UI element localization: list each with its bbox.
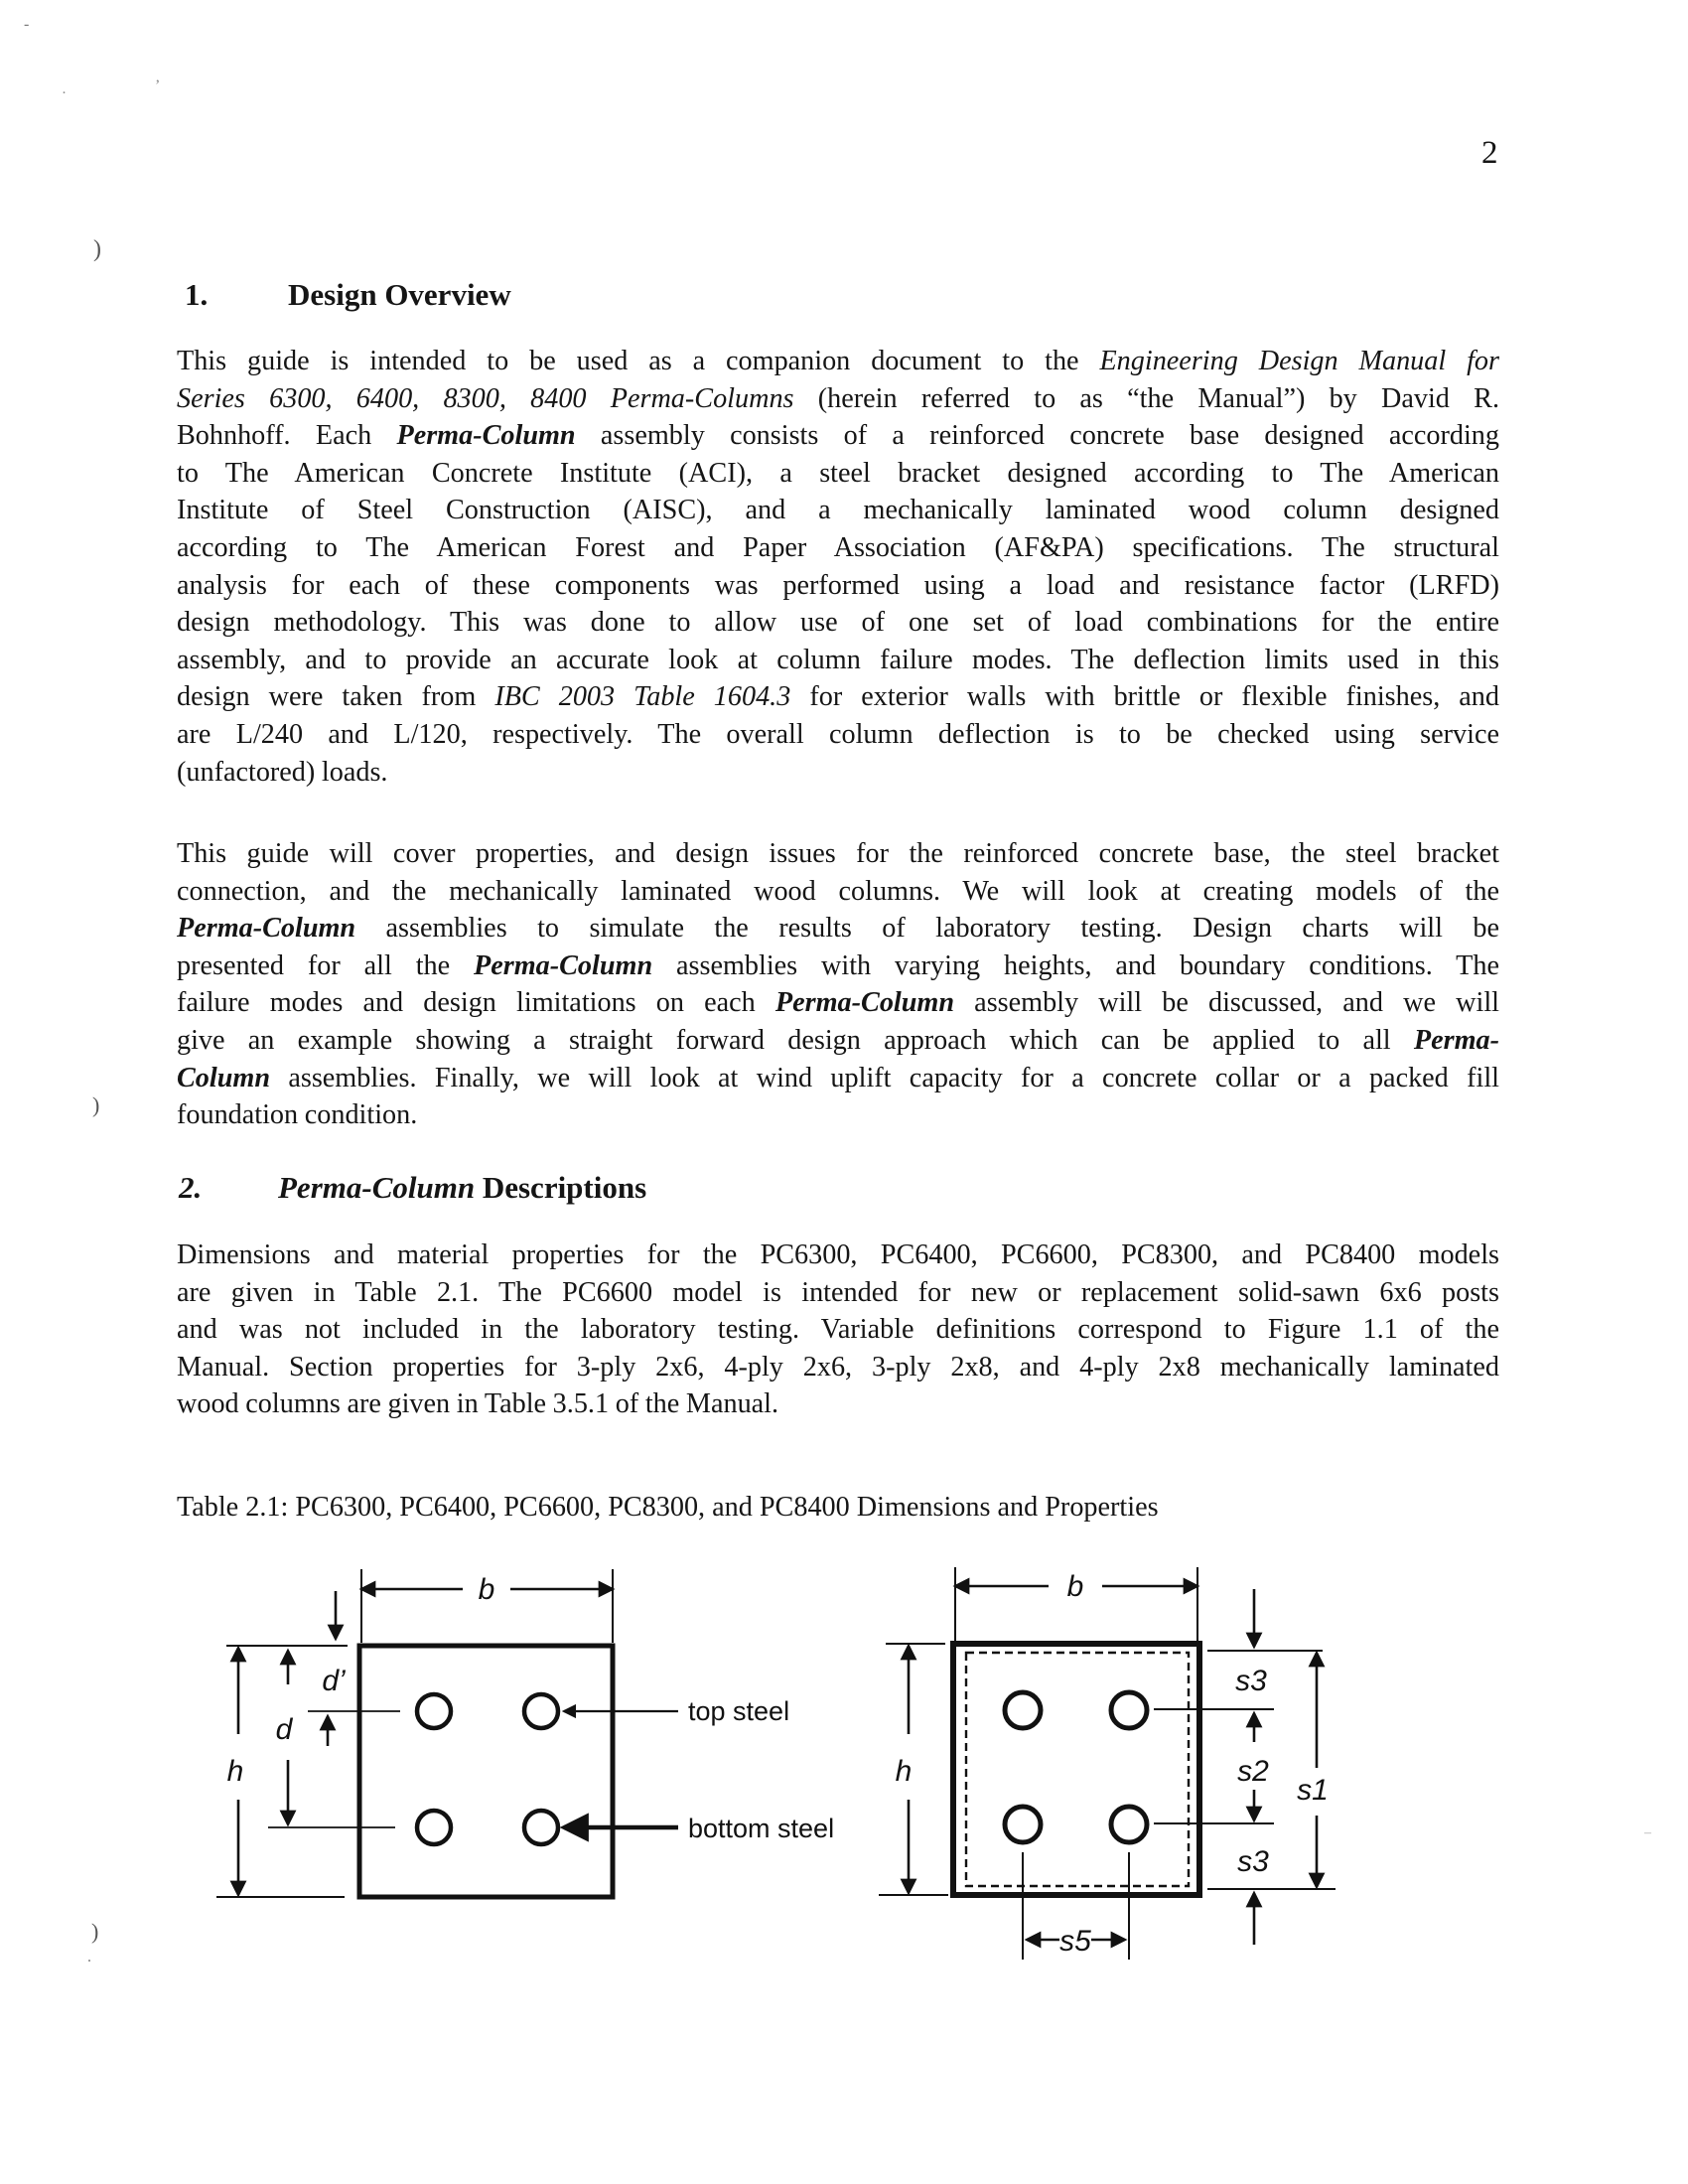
text-line: This guide will cover properties, and design issues for the reinforced concrete base, the steel bracket (177, 838, 1499, 869)
rebar-top-right (1111, 1692, 1147, 1728)
label-b-left: b (478, 1573, 495, 1606)
label-b-right: b (1066, 1570, 1084, 1603)
page-number: 2 (1481, 135, 1498, 171)
scan-artifact: . (87, 1949, 91, 1966)
text-line: assembly, and to provide an accurate look at column failure modes. The deflection limits used in this (177, 644, 1499, 675)
label-s5: s5 (1059, 1925, 1091, 1958)
rebar-bottom-right (524, 1811, 558, 1844)
label-h-right: h (895, 1755, 913, 1788)
scan-artifact: ) (92, 1092, 100, 1117)
paragraph-guide-coverage (177, 835, 1499, 1134)
label-d-prime: d’ (322, 1665, 346, 1697)
section-number: 2. (179, 1170, 203, 1205)
stirrup-dashed-outline (966, 1653, 1189, 1886)
label-s3-top: s3 (1235, 1665, 1267, 1697)
text-line: analysis for each of these components was performed using a load and resistance factor (LRFD) (177, 569, 1499, 601)
concrete-section-outline (359, 1646, 613, 1897)
text-line: Institute of Steel Construction (AISC), and a mechanically laminated wood column designed (177, 495, 1499, 526)
paragraph-dimensions-properties (177, 1237, 1499, 1423)
scan-artifact: ’ (155, 77, 161, 94)
scan-artifact: - (24, 16, 30, 33)
text-line: (unfactored) loads. (177, 756, 388, 788)
section-title-rest: Descriptions (475, 1170, 647, 1205)
section-number: 1. (185, 277, 209, 312)
label-s2: s2 (1237, 1755, 1269, 1788)
rebar-bottom-left (417, 1811, 451, 1844)
text-line: Perma-Column assemblies to simulate the results of laboratory testing. Design charts will be (177, 913, 1499, 945)
text-line: give an example showing a straight forward design approach which can be applied to all Perma- (177, 1024, 1499, 1056)
text-line: according to The American Forest and Paper Association (AF&PA) specifications. The structural (177, 531, 1499, 563)
rebar-top-left (1005, 1692, 1041, 1728)
label-s1: s1 (1297, 1774, 1329, 1807)
text-line: wood columns are given in Table 3.5.1 of the Manual. (177, 1388, 779, 1420)
label-s3-bottom: s3 (1237, 1845, 1269, 1878)
section-title (278, 1170, 646, 1206)
text-line: connection, and the mechanically laminated wood columns. We will look at creating models of the (177, 875, 1499, 907)
text-line: failure modes and design limitations on each Perma-Column assembly will be discussed, and we will (177, 987, 1499, 1019)
table-caption: Table 2.1: PC6300, PC6400, PC6600, PC8300, and PC8400 Dimensions and Properties (177, 1492, 1159, 1523)
text-line: Series 6300, 6400, 8300, 8400 Perma-Columns (herein referred to as “the Manual”) by David R. (177, 382, 1499, 414)
label-top-steel: top steel (688, 1696, 790, 1726)
paragraph-design-overview (177, 343, 1499, 791)
scan-artifact: ) (91, 1919, 99, 1944)
text-line: Bohnhoff. Each Perma-Column assembly consists of a reinforced concrete base designed according (177, 420, 1499, 452)
section-heading-perma-column-descriptions (0, 1170, 1688, 1212)
text-line: design were taken from IBC 2003 Table 1604.3 for exterior walls with brittle or flexible finishes, and (177, 681, 1499, 713)
text-line: are L/240 and L/120, respectively. The overall column deflection is to be checked using service (177, 718, 1499, 750)
figure-cross-sections (139, 1539, 1390, 2006)
concrete-section-outline (953, 1644, 1199, 1895)
scan-artifact: ) (93, 236, 101, 262)
label-h-left: h (226, 1755, 244, 1788)
label-d: d (275, 1713, 293, 1746)
text-line: Manual. Section properties for 3-ply 2x6, 4-ply 2x6, 3-ply 2x8, and 4-ply 2x8 mechanically laminated (177, 1351, 1499, 1383)
text-line: This guide is intended to be used as a companion document to the Engineering Design Manual for (177, 346, 1499, 376)
section-title-emphasis: Perma-Column (278, 1170, 476, 1205)
section-title: Design Overview (288, 277, 511, 312)
text-line: design methodology. This was done to allow use of one set of load combinations for the entire (177, 607, 1499, 639)
section-heading-design-overview (0, 277, 1688, 319)
rebar-top-right (524, 1694, 558, 1728)
text-line: presented for all the Perma-Column assemblies with varying heights, and boundary conditions. The (177, 949, 1499, 981)
rebar-bottom-right (1111, 1807, 1147, 1842)
rebar-top-left (417, 1694, 451, 1728)
text-line: Column assemblies. Finally, we will look at wind uplift capacity for a concrete collar or a packed fill (177, 1062, 1499, 1093)
text-line: and was not included in the laboratory testing. Variable definitions correspond to Figure 1.1 of the (177, 1314, 1499, 1346)
label-bottom-steel: bottom steel (688, 1814, 835, 1843)
text-line: foundation condition. (177, 1099, 418, 1131)
rebar-bottom-left (1005, 1807, 1041, 1842)
text-line: Dimensions and material properties for the PC6300, PC6400, PC6600, PC8300, and PC8400 models (177, 1239, 1499, 1270)
text-line: are given in Table 2.1. The PC6600 model is intended for new or replacement solid-sawn 6x6 posts (177, 1276, 1499, 1308)
text-line: to The American Concrete Institute (ACI), a steel bracket designed according to The American (177, 457, 1499, 489)
scan-artifact: – (1644, 1825, 1651, 1840)
scan-artifact: · (62, 85, 67, 101)
cross-section-svg (139, 1539, 1390, 2006)
